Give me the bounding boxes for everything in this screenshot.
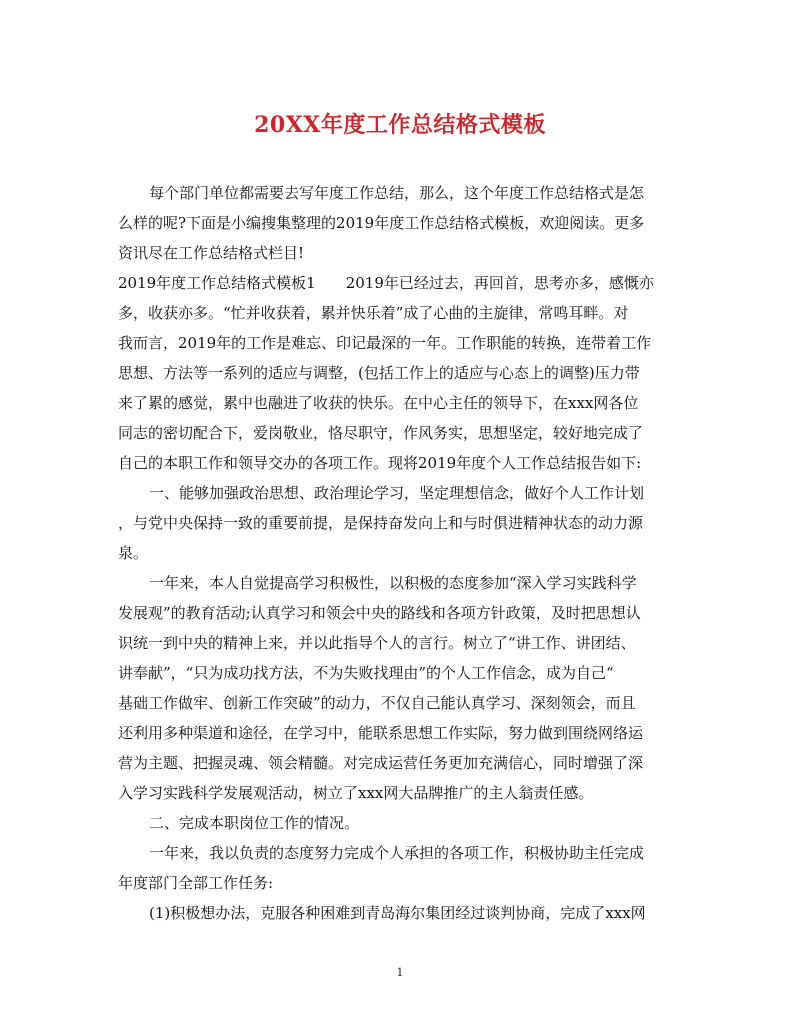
text-line: 一年来，我以负责的态度努力完成个人承担的各项工作，积极协助主任完成	[149, 844, 645, 862]
text-line: 我而言，2019年的工作是难忘、印记最深的一年。工作职能的转换，连带着工作	[118, 334, 652, 352]
page-number: 1	[396, 966, 404, 979]
text-line: 讲奉献”，“只为成功找方法，不为失败找理由”的个人工作信念，成为自己“	[118, 664, 614, 682]
text-line: ，与党中央保持一致的重要前提，是保持奋发向上和与时俱进精神状态的动力源	[118, 514, 644, 532]
text-line: 年度部门全部工作任务:	[118, 874, 274, 892]
text-line: 么样的呢?下面是小编搜集整理的2019年度工作总结格式模板，欢迎阅读。更多	[118, 214, 645, 232]
text-line: 资讯尽在工作总结格式栏目!	[118, 244, 305, 262]
text-line: 来了累的感觉，累中也融进了收获的快乐。在中心主任的领导下，在xxx网各位	[118, 394, 639, 412]
document-body	[118, 178, 684, 928]
text-line: 识统一到中央的精神上来，并以此指导个人的言行。树立了“讲工作、讲团结、	[118, 634, 636, 652]
text-line: 2019年度工作总结格式模板1 2019年已经过去，再回首，思考亦多，感慨亦	[118, 274, 654, 292]
text-line: 自己的本职工作和领导交办的各项工作。现将2019年度个人工作总结报告如下:	[118, 454, 642, 472]
text-line: 同志的密切配合下，爱岗敬业，恪尽职守，作风务实，思想坚定，较好地完成了	[118, 424, 644, 442]
text-line: 多，收获亦多。“忙并收获着，累并快乐着”成了心曲的主旋律，常鸣耳畔。对	[118, 304, 629, 322]
text-line: 营为主题、把握灵魂、领会精髓。对完成运营任务更加充满信心，同时增强了深	[118, 754, 644, 772]
text-line: 基础工作做牢、创新工作突破”的动力，不仅自己能认真学习、深刻领会，而且	[118, 694, 636, 712]
text-line: 发展观”的教育活动;认真学习和领会中央的路线和各项方针政策，及时把思想认	[118, 604, 641, 622]
text-line: 泉。	[118, 544, 149, 562]
text-line: 每个部门单位都需要去写年度工作总结，那么，这个年度工作总结格式是怎	[149, 184, 645, 202]
text-line: 入学习实践科学发展观活动，树立了xxx网大品牌推广的主人翁责任感。	[118, 784, 594, 802]
text-line: 还利用多种渠道和途径，在学习中，能联系思想工作实际，努力做到围绕网络运	[118, 724, 644, 742]
text-line: 二、完成本职岗位工作的情况。	[149, 814, 360, 832]
text-line: 一、能够加强政治思想、政治理论学习，坚定理想信念，做好个人工作计划	[149, 484, 645, 502]
text-line: 一年来，本人自觉提高学习积极性，以积极的态度参加“深入学习实践科学	[149, 574, 637, 592]
text-line: 思想、方法等一系列的适应与调整，(包括工作上的适应与心态上的调整)压力带	[118, 364, 640, 382]
document-title: 20XX年度工作总结格式模板	[254, 112, 546, 138]
text-line: (1)积极想办法，克服各种困难到青岛海尔集团经过谈判协商，完成了xxx网	[149, 904, 646, 922]
